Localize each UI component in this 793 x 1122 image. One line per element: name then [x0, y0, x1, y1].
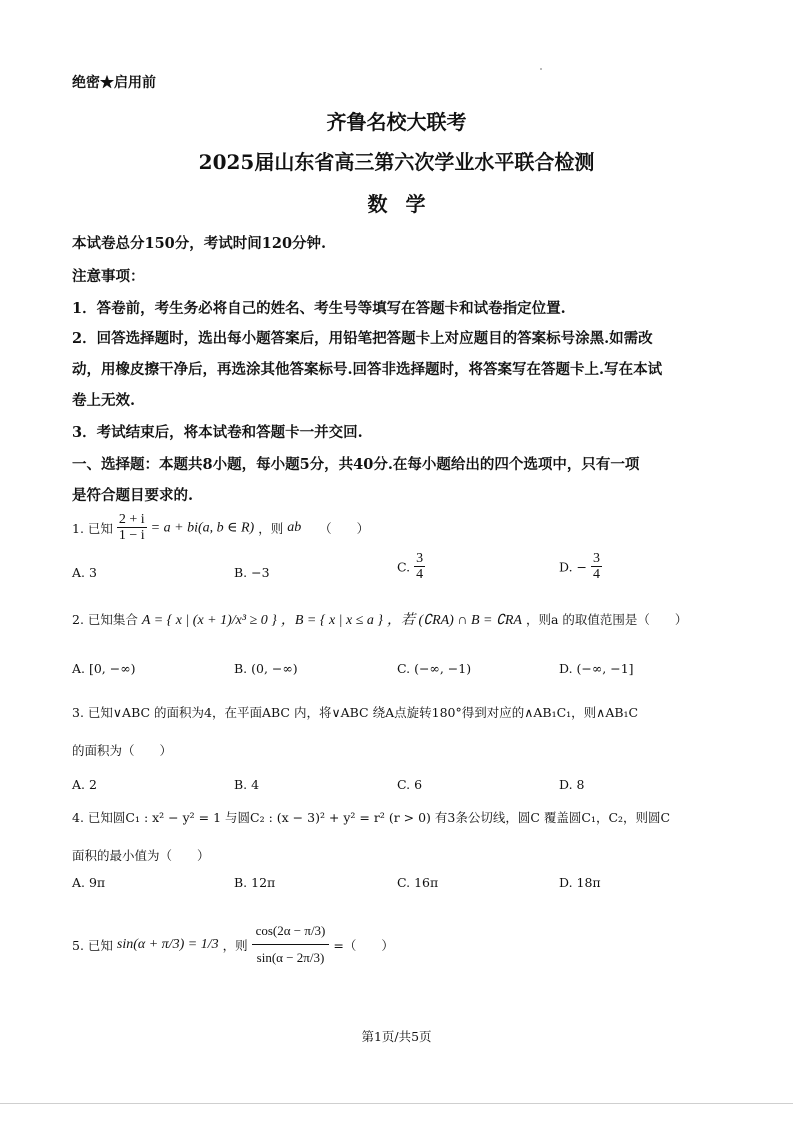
q5-prefix: 5. 已知 — [72, 937, 113, 953]
scan-speck — [540, 68, 542, 70]
exam-total-info: 本试卷总分150分，考试时间120分钟. — [72, 235, 327, 252]
q1-option-a: A. 3 — [72, 565, 97, 580]
q1-fraction — [117, 512, 147, 544]
exam-title-main: 2025届山东省高三第六次学业水平联合检测 — [198, 150, 595, 174]
section-1-heading: 一、选择题：本题共8小题，每小题5分，共40分.在每小题给出的四个选项中，只有一项 — [72, 456, 640, 473]
question-4-line-2: 面积的最小值为（ ） — [72, 848, 210, 863]
q2-option-c: C. (−∞, −1) — [397, 661, 472, 676]
q1-option-c-label: C. — [397, 559, 411, 575]
subject-title: 数学 — [367, 192, 444, 216]
q1-answer-paren: （ ） — [319, 520, 370, 536]
q1-equation: = a + bi(a, b ∈ R) — [150, 520, 255, 536]
q3-option-d: D. 8 — [559, 777, 585, 792]
q1-then: ，则 — [258, 520, 284, 536]
q3-option-c: C. 6 — [397, 777, 423, 792]
page-number: 第1页/共5页 — [361, 1029, 432, 1044]
q2-tail: ，则a 的取值范围是（ ） — [525, 612, 688, 627]
q2-set-a: A = { x | (x + 1)/x³ ≥ 0 } — [141, 613, 277, 628]
bottom-divider — [0, 1103, 793, 1104]
q2-prefix: 2. 已知集合 — [72, 612, 138, 627]
note-2-line-2: 动，用橡皮擦干净后，再选涂其他答案标号.回答非选择题时，将答案写在答题卡上.写在本试 — [72, 361, 663, 378]
q2-option-b: B. (0, −∞) — [234, 661, 298, 676]
q1-option-c-num: 3 — [416, 551, 424, 566]
note-2-line-1: 2．回答选择题时，选出每小题答案后，用铅笔把答题卡上对应题目的答案标号涂黑.如需改 — [72, 330, 653, 347]
note-2-line-3: 卷上无效. — [72, 392, 136, 409]
q5-then: ，则 — [222, 937, 248, 953]
q1-option-d-fraction — [591, 551, 602, 583]
question-3-line-2: 的面积为（ ） — [72, 743, 173, 758]
section-1-heading-cont: 是符合题目要求的. — [72, 487, 194, 504]
q5-given: sin(α + π/3) = 1/3 — [116, 936, 219, 952]
note-3: 3．考试结束后，将本试卷和答题卡一并交回. — [72, 424, 363, 441]
q1-option-d-label: D. − — [559, 559, 587, 575]
q2-set-b: ，B = { x | x ≤ a } — [280, 613, 384, 628]
q5-expression-numerator: cos(2α − π/3) — [252, 918, 330, 945]
notes-title: 注意事项： — [72, 268, 145, 285]
question-1 — [72, 512, 369, 544]
q1-option-c-den: 4 — [416, 567, 424, 583]
q1-option-d-num: 3 — [592, 551, 600, 566]
exam-title-alliance: 齐鲁名校大联考 — [326, 110, 467, 134]
q1-option-c — [397, 551, 425, 583]
q1-option-d-den: 4 — [592, 567, 600, 583]
q2-option-a: A. [0, −∞) — [72, 661, 136, 676]
q4-option-c: C. 16π — [397, 875, 439, 890]
q1-option-b: B. −3 — [234, 565, 270, 580]
q5-tail: =（ ） — [333, 937, 394, 953]
q5-expression-denominator: sin(α − 2π/3) — [256, 950, 325, 966]
q1-prefix: 1. 已知 — [72, 520, 113, 536]
question-2 — [72, 609, 687, 629]
q1-fraction-denominator: 1 − i — [118, 528, 145, 544]
q2-condition: ，若 (∁RA) ∩ B = ∁RA — [387, 613, 522, 628]
q3-option-b: B. 4 — [234, 777, 260, 792]
q3-option-a: A. 2 — [72, 777, 97, 792]
q1-ask: ab — [287, 519, 302, 535]
question-4-line-1: 4. 已知圆C₁ : x² − y² = 1 与圆C₂ : (x − 3)² + y² = r² (r > 0) 有3条公切线，圆C 覆盖圆C₁，C₂，则圆C — [72, 810, 671, 825]
note-1: 1．答卷前，考生务必将自己的姓名、考生号等填写在答题卡和试卷指定位置. — [72, 300, 566, 317]
q4-option-b: B. 12π — [234, 875, 276, 890]
q5-expression — [252, 918, 330, 972]
question-3-line-1: 3. 已知∨ABC 的面积为4，在平面ABC 内，将∨ABC 绕A点旋转180°得到对应的∧AB₁C₁，则∧AB₁C — [72, 705, 639, 720]
question-5 — [72, 918, 394, 972]
q1-fraction-numerator: 2 + i — [118, 512, 145, 527]
q4-option-a: A. 9π — [72, 875, 106, 890]
confidential-label: 绝密★启用前 — [72, 75, 156, 91]
q1-option-c-fraction — [414, 551, 425, 583]
q2-option-d: D. (−∞, −1] — [559, 661, 634, 676]
q1-option-d — [559, 551, 602, 583]
q4-option-d: D. 18π — [559, 875, 601, 890]
